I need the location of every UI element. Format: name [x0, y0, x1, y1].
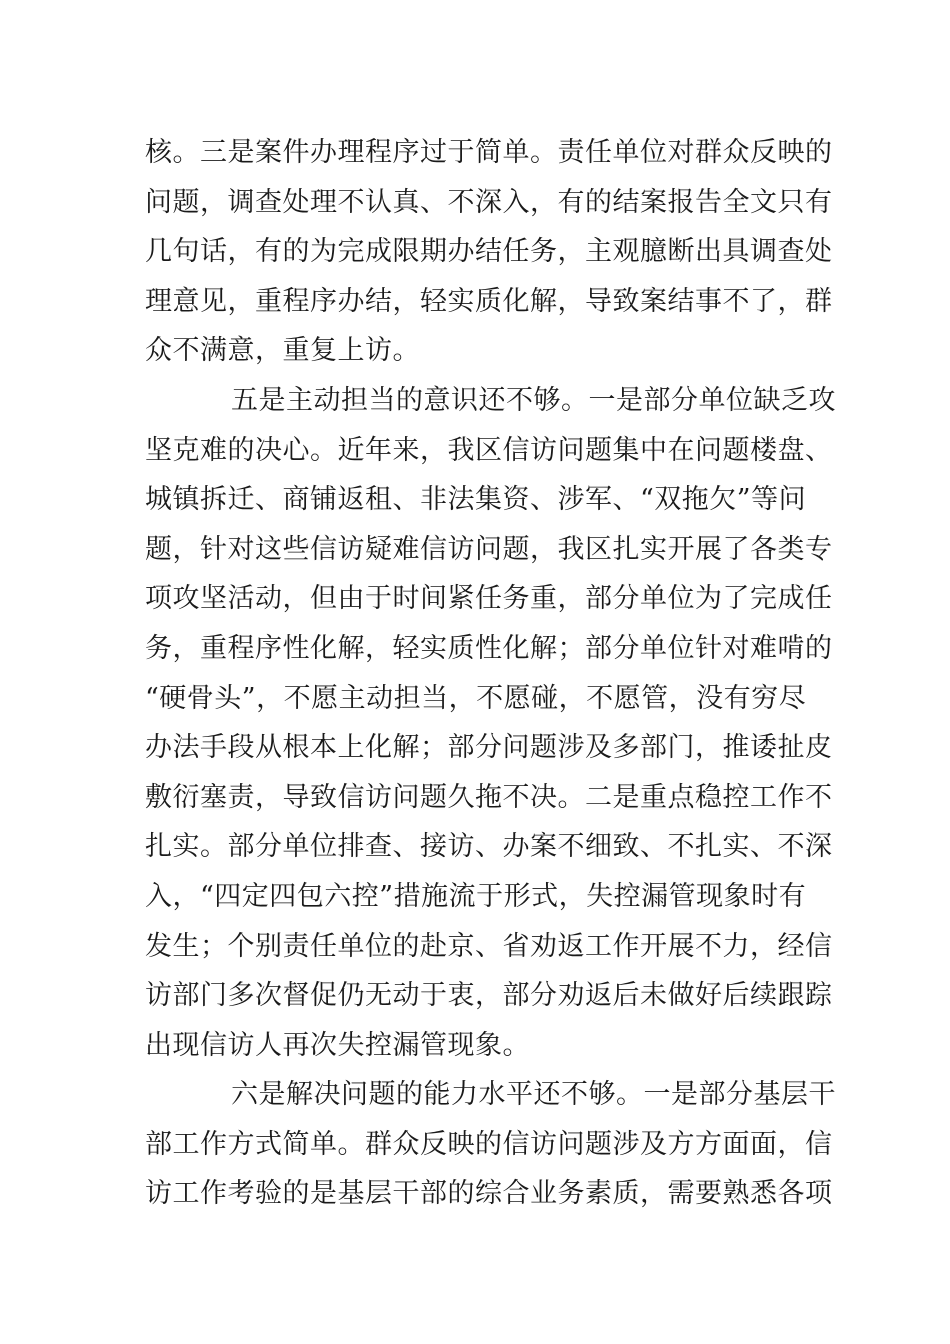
text-line: 访部门多次督促仍无动于衷，部分劝返后未做好后续跟踪 — [145, 980, 833, 1012]
text-line: 众不满意，重复上访。 — [145, 335, 420, 367]
text-line: 务，重程序性化解，轻实质性化解；部分单位针对难啃的 — [145, 632, 833, 664]
paragraph-2 — [145, 376, 836, 1070]
text-line: “硬骨头”，不愿主动担当，不愿碰，不愿管，没有穷尽 — [145, 682, 807, 714]
text-line: 问题，调查处理不认真、不深入，有的结案报告全文只有 — [145, 186, 833, 218]
text-line: 题，针对这些信访疑难信访问题，我区扎实开展了各类专 — [145, 533, 833, 565]
text-line: 办法手段从根本上化解；部分问题涉及多部门，推诿扯皮 — [145, 732, 833, 764]
text-line: 部工作方式简单。群众反映的信访问题涉及方方面面，信 — [145, 1128, 833, 1160]
text-line: 扎实。部分单位排查、接访、办案不细致、不扎实、不深 — [145, 831, 833, 863]
paragraph-3 — [145, 1070, 836, 1219]
text-line: 城镇拆迁、商铺返租、非法集资、涉军、“双拖欠”等问 — [145, 484, 807, 516]
text-line: 坚克难的决心。近年来，我区信访问题集中在问题楼盘、 — [145, 434, 833, 466]
text-line: 五是主动担当的意识还不够。一是部分单位缺乏攻 — [231, 384, 836, 416]
text-line: 理意见，重程序办结，轻实质化解，导致案结事不了，群 — [145, 285, 833, 317]
text-line: 项攻坚活动，但由于时间紧任务重，部分单位为了完成任 — [145, 583, 833, 615]
text-line: 敷衍塞责，导致信访问题久拖不决。二是重点稳控工作不 — [145, 781, 833, 813]
paragraph-1 — [145, 128, 833, 376]
text-line: 几句话，有的为完成限期办结任务，主观臆断出具调查处 — [145, 236, 833, 268]
text-line: 核。三是案件办理程序过于简单。责任单位对群众反映的 — [145, 137, 833, 168]
document-body — [145, 128, 836, 1219]
text-line: 入，“四定四包六控”措施流于形式，失控漏管现象时有 — [145, 880, 807, 912]
text-line: 访工作考验的是基层干部的综合业务素质，需要熟悉各项 — [145, 1178, 833, 1210]
text-line: 发生；个别责任单位的赴京、省劝返工作开展不力，经信 — [145, 930, 833, 962]
text-line: 出现信访人再次失控漏管现象。 — [145, 1029, 530, 1061]
text-line: 六是解决问题的能力水平还不够。一是部分基层干 — [231, 1079, 836, 1111]
